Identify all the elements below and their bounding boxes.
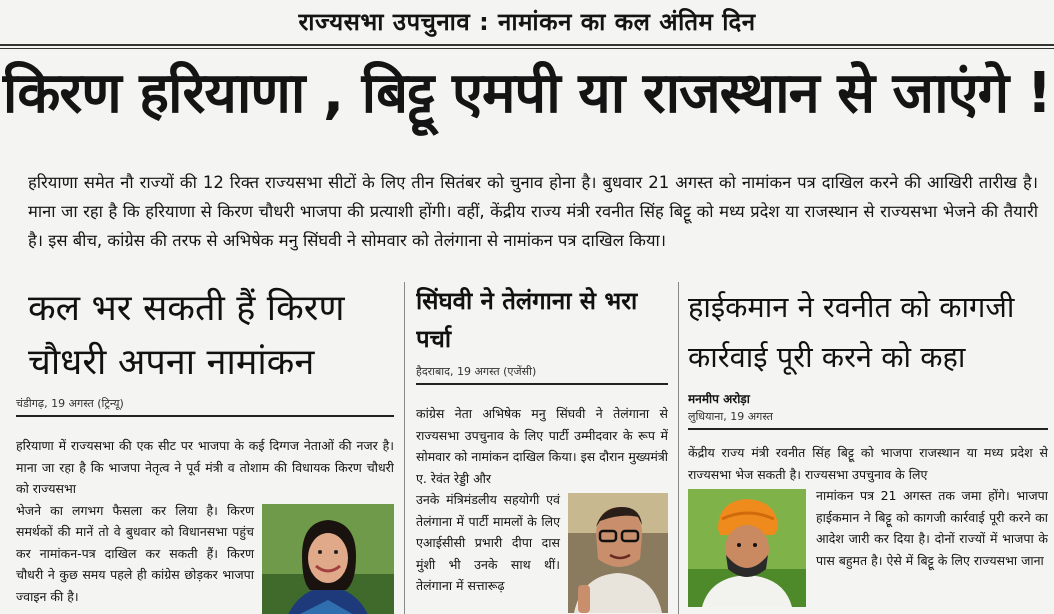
dateline-kiran: चंडीगढ़, 19 अगस्त (ट्रिन्यू) bbox=[16, 396, 394, 417]
subhead-singhvi: सिंघवी ने तेलंगाना से भरा पर्चा bbox=[416, 287, 638, 353]
body-kiran bbox=[16, 435, 394, 607]
top-rule bbox=[0, 44, 1054, 46]
photo-ravneet-bittu bbox=[688, 489, 806, 607]
dateline-ravneet: लुधियाना, 19 अगस्त bbox=[688, 409, 1048, 430]
author-ravneet: मनमीप अरोड़ा bbox=[688, 392, 750, 406]
column-divider bbox=[678, 282, 679, 614]
subhead-ravneet: हाईकमान ने रवनीत को कागजी कार्रवाई पूरी करने को कहा bbox=[688, 290, 1015, 374]
photo-kiran-chaudhary bbox=[262, 504, 394, 614]
column-divider bbox=[404, 282, 405, 614]
lead-ravneet: केंद्रीय राज्य मंत्री रवनीत सिंह बिट्टू को भाजपा राजस्थान या मध्य प्रदेश से राज्यसभा भेज सकती है। राज्यसभा उपचुनाव के लिए bbox=[688, 445, 1048, 482]
text-kiran: भेजने का लगभग फैसला कर लिया है। किरण समर्थकों की मानें तो वे बुधवार को विधानसभा पहुंच कर नामांकन-पत्र दाखिल कर सकती हैं। किरण चौधरी ने कुछ समय पहले ही कांग्रेस छोड़कर भाजपा ज्वाइन की है। bbox=[16, 502, 254, 604]
article-singhvi bbox=[416, 282, 668, 614]
article-ravneet bbox=[688, 282, 1048, 614]
text-ravneet: नामांकन पत्र 21 अगस्त तक जमा होंगे। भाजपा हाईकमान ने बिट्टू को कागजी कार्रवाई पूरी करने का आदेश जारी कर दिया है। दोनों राज्यों में भाजपा के पास बहुमत है। ऐसे में बिट्टू के लिए राज्यसभा जाना bbox=[816, 488, 1048, 568]
photo-abhishek-singhvi bbox=[568, 493, 668, 613]
body-singhvi bbox=[416, 403, 668, 597]
lead-singhvi: कांग्रेस नेता अभिषेक मनु सिंघवी ने तेलंगाना से राज्यसभा उपचुनाव के लिए पार्टी उम्मीदवार के रूप में सोमवार को नामांकन दाखिल किया। इस दौरान मुख्यमंत्री ए. रेवंत रेड्डी और bbox=[416, 406, 668, 486]
article-kiran bbox=[16, 282, 394, 614]
text-singhvi: उनके मंत्रिमंडलीय सहयोगी एवं तेलंगाना में पार्टी मामलों के लिए एआईसीसी प्रभारी दीपा दास मुंशी भी उनके साथ थीं। तेलंगाना में सत्तारूढ़ bbox=[416, 492, 560, 593]
intro-paragraph: हरियाणा समेत नौ राज्यों की 12 रिक्त राज्यसभा सीटों के लिए तीन सितंबर को चुनाव होना है। बुधवार 21 अगस्त को नामांकन पत्र दाखिल करने की आखिरी तारीख है। माना जा रहा है कि हरियाणा से किरण चौधरी भाजपा की प्रत्याशी होंगी। वहीं, केंद्रीय राज्य मंत्री रवनीत सिंह बिट्टू को मध्य प्रदेश या राजस्थान से राज्यसभा भेजने की तैयारी है। इस बीच, कांग्रेस की तरफ से अभिषेक मनु सिंघवी ने सोमवार को तेलंगाना से नामांकन पत्र दाखिल किया। bbox=[28, 173, 1038, 250]
subhead-kiran: कल भर सकती हैं किरण चौधरी अपना नामांकन bbox=[28, 288, 345, 383]
top-rule-thin bbox=[0, 48, 1054, 49]
main-headline: किरण हरियाणा , बिट्टू एमपी या राजस्थान से जाएंगे ! bbox=[2, 61, 1052, 126]
lead-kiran: हरियाणा में राज्यसभा की एक सीट पर भाजपा के कई दिग्गज नेताओं की नजर है। माना जा रहा है कि भाजपा नेतृत्व ने पूर्व मंत्री व तोशाम की विधायक किरण चौधरी को राज्यसभा bbox=[16, 438, 394, 496]
body-ravneet bbox=[688, 442, 1048, 571]
kicker-headline: राज्यसभा उपचुनाव : नामांकन का कल अंतिम दिन bbox=[298, 8, 756, 36]
dateline-singhvi: हैदराबाद, 19 अगस्त (एजेंसी) bbox=[416, 364, 668, 385]
